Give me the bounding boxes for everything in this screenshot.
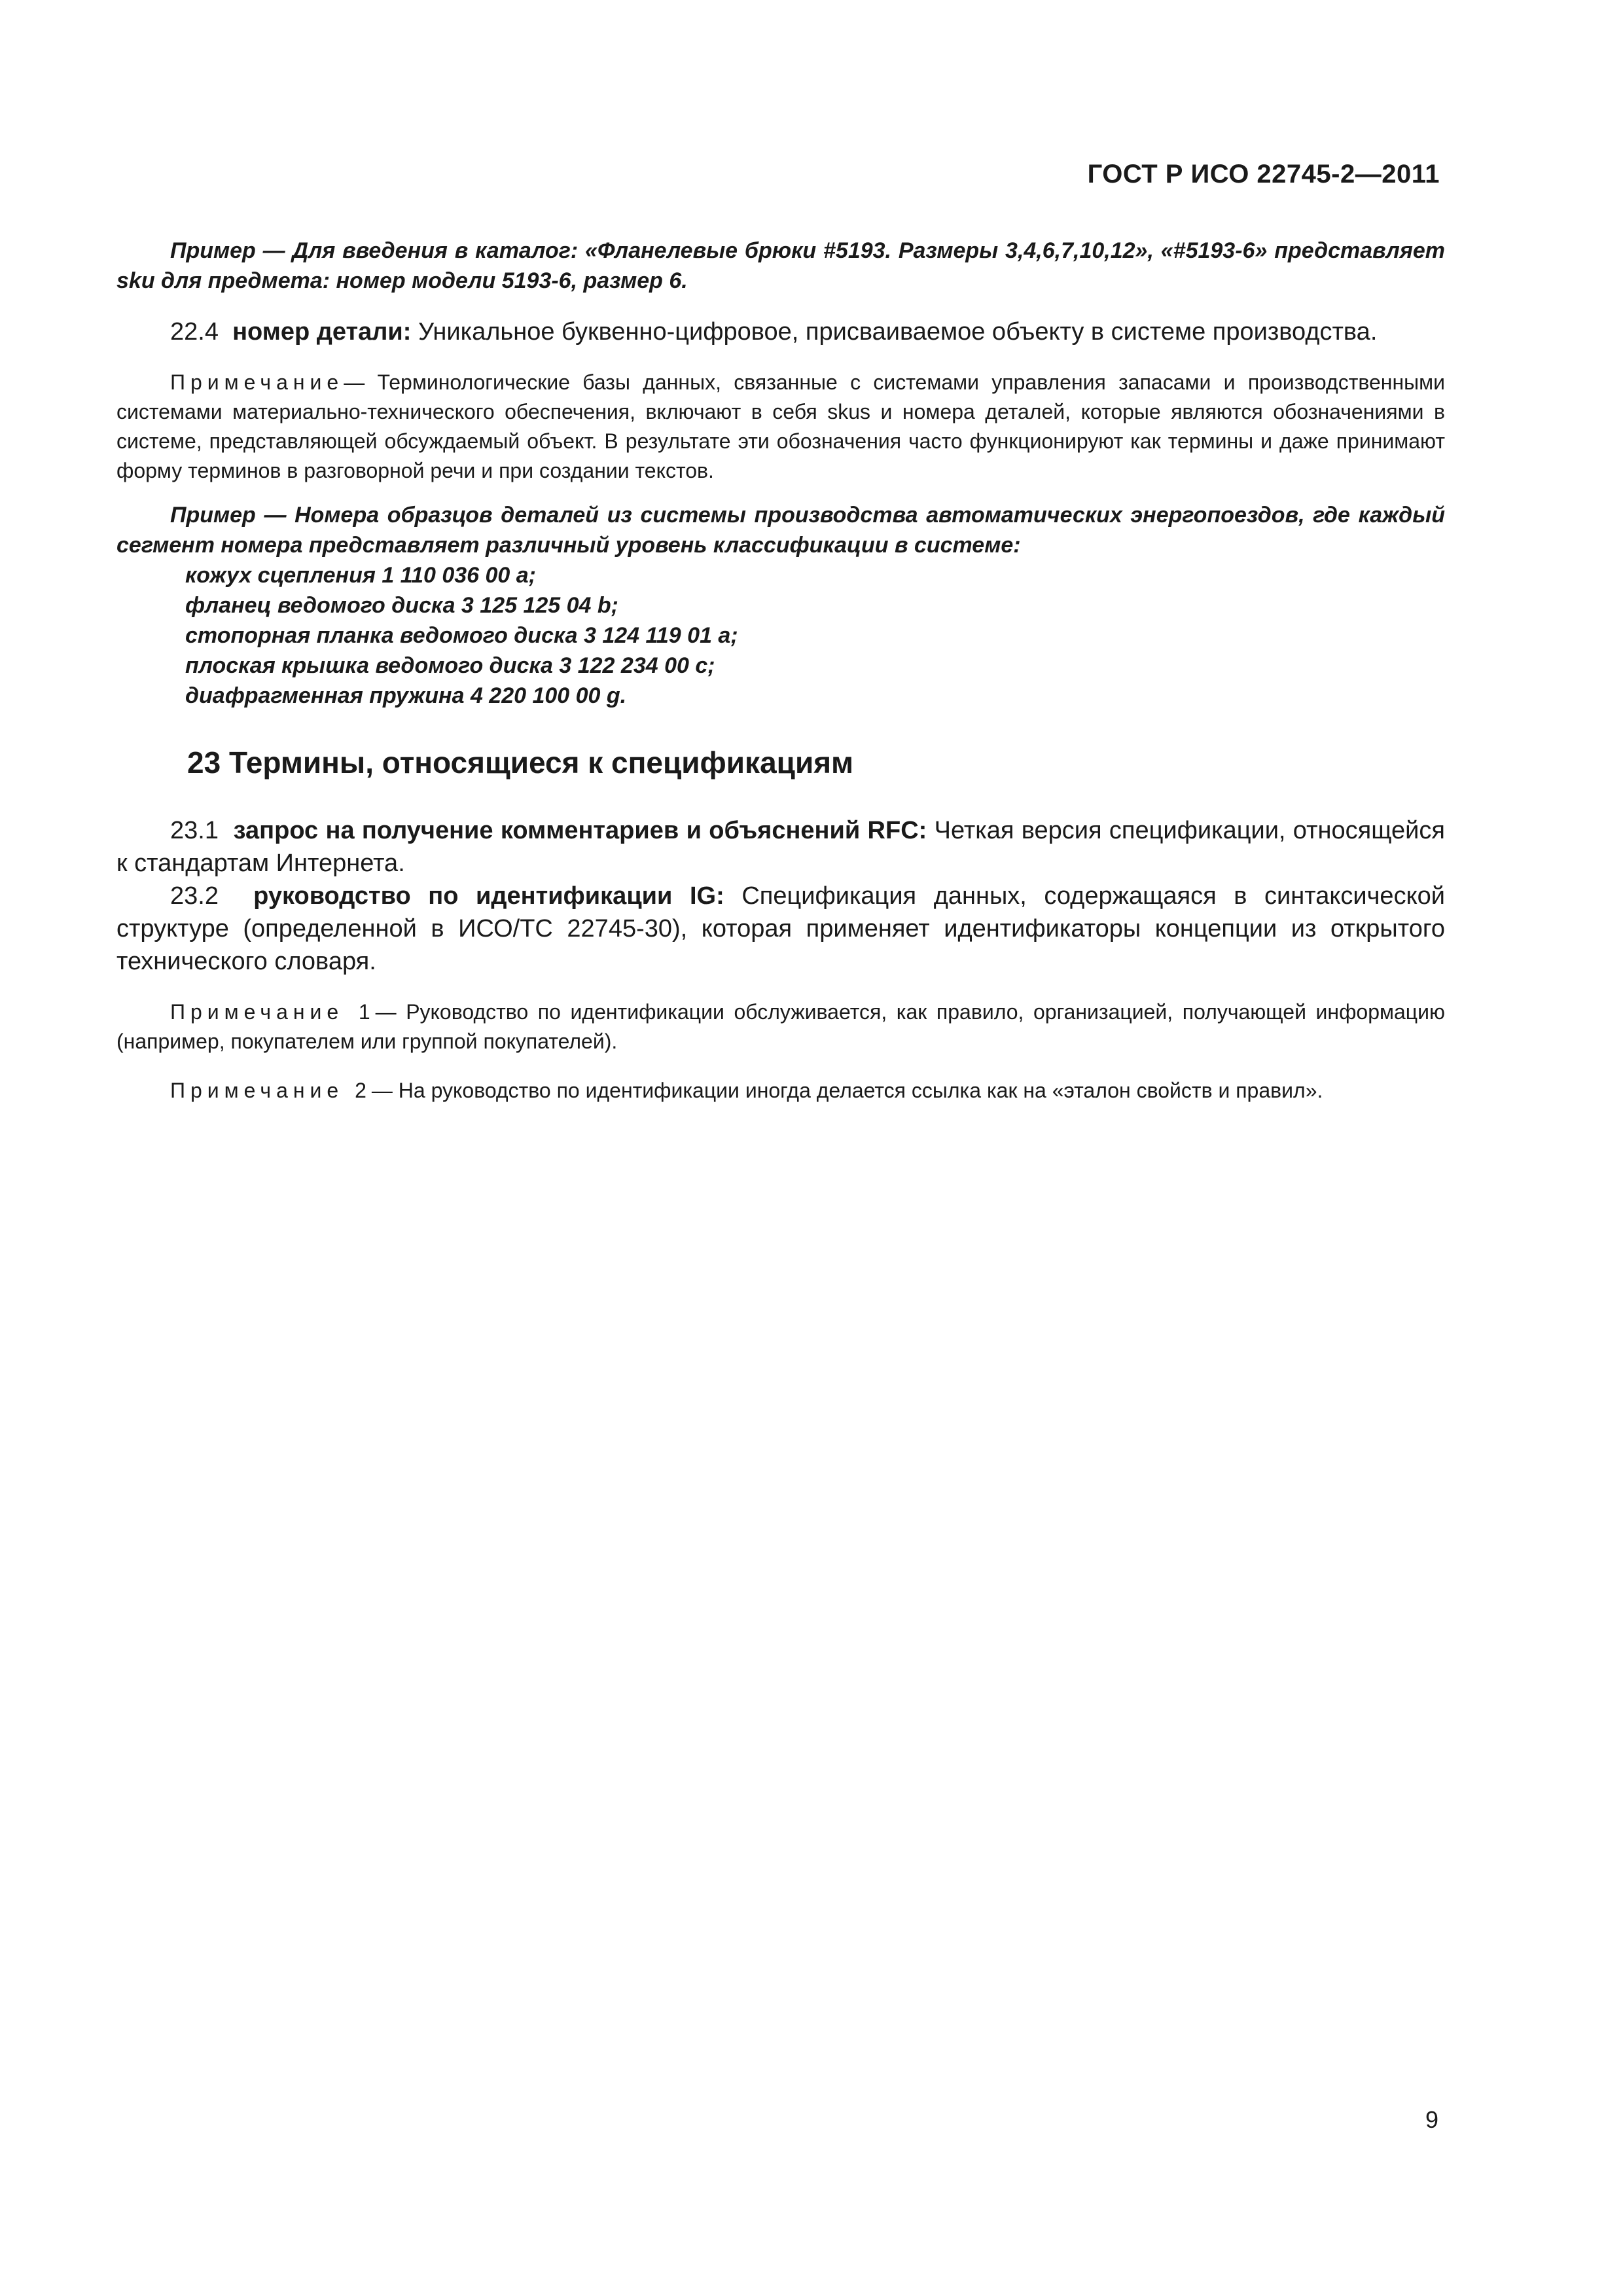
term-title: номер детали: <box>232 318 412 346</box>
term-22-4 <box>116 315 1445 348</box>
term-definition: Четкая версия спецификации, относящейся к стандартам Интернета. <box>116 817 1445 877</box>
term-23-2 <box>116 880 1445 978</box>
page-number: 9 <box>1425 2106 1438 2133</box>
page-content <box>116 236 1445 1105</box>
list-item: стопорная планка ведомого диска 3 124 119 01 a; <box>185 623 738 648</box>
list-item: плоская крышка ведомого диска 3 122 234 00 c; <box>185 653 715 678</box>
note-text: — Терминологические базы данных, связанные с системами управления запасами и производственными системами материально-технического обеспечения, включают в себя skus и номера деталей, которые являются обозначениями в системе, представляющей обсуждаемый объект. В результате эти обозначения часто функционируют как термины и даже принимают форму терминов в разговорной речи и при создании текстов. <box>116 370 1445 482</box>
document-id-header: ГОСТ Р ИСО 22745-2—2011 <box>1087 160 1440 188</box>
term-definition: Уникальное буквенно-цифровое, присваиваемое объекту в системе производства. <box>418 318 1378 346</box>
list-item: диафрагменная пружина 4 220 100 00 g. <box>185 683 627 708</box>
example-part-numbers-list <box>116 560 1445 711</box>
example-catalog: Пример — Для введения в каталог: «Фланелевые брюки #5193. Размеры 3,4,6,7,10,12», «#5193-6» представляет sku для предмета: номер модели 5193-6, размер 6. <box>116 238 1445 293</box>
note-label: Примечание 2 <box>170 1079 372 1102</box>
note-23-2-1 <box>116 997 1445 1056</box>
list-item: кожух сцепления 1 110 036 00 a; <box>185 563 536 588</box>
note-text: — Руководство по идентификации обслуживается, как правило, организацией, получающей информацию (например, покупателем или группой покупателей). <box>116 1000 1445 1053</box>
term-definition: Спецификация данных, содержащаяся в синтаксической структуре (определенной в ИСО/ТС 22745-30), которая применяет идентификаторы концепции из открытого технического словаря. <box>116 882 1445 975</box>
term-number: 22.4 <box>170 318 219 346</box>
term-number: 23.1 <box>170 817 219 844</box>
note-23-2-2 <box>116 1076 1445 1105</box>
list-item: фланец ведомого диска 3 125 125 04 b; <box>185 593 618 618</box>
term-title: запрос на получение комментариев и объяснений RFC: <box>233 817 927 844</box>
section-heading: 23 Термины, относящиеся к спецификациям <box>187 745 854 780</box>
note-label: Примечание 1 <box>170 1000 376 1024</box>
term-number: 23.2 <box>170 882 219 910</box>
note-text: — На руководство по идентификации иногда делается ссылка как на «эталон свойств и правил». <box>371 1079 1323 1102</box>
note-label: Примечание <box>170 370 344 394</box>
term-title: руководство по идентификации IG: <box>253 882 724 910</box>
term-23-1 <box>116 814 1445 880</box>
note-22-4 <box>116 368 1445 486</box>
example-part-numbers-intro: Пример — Номера образцов деталей из системы производства автоматических энергопоездов, где каждый сегмент номера представляет различный уровень классификации в системе: <box>116 503 1445 558</box>
